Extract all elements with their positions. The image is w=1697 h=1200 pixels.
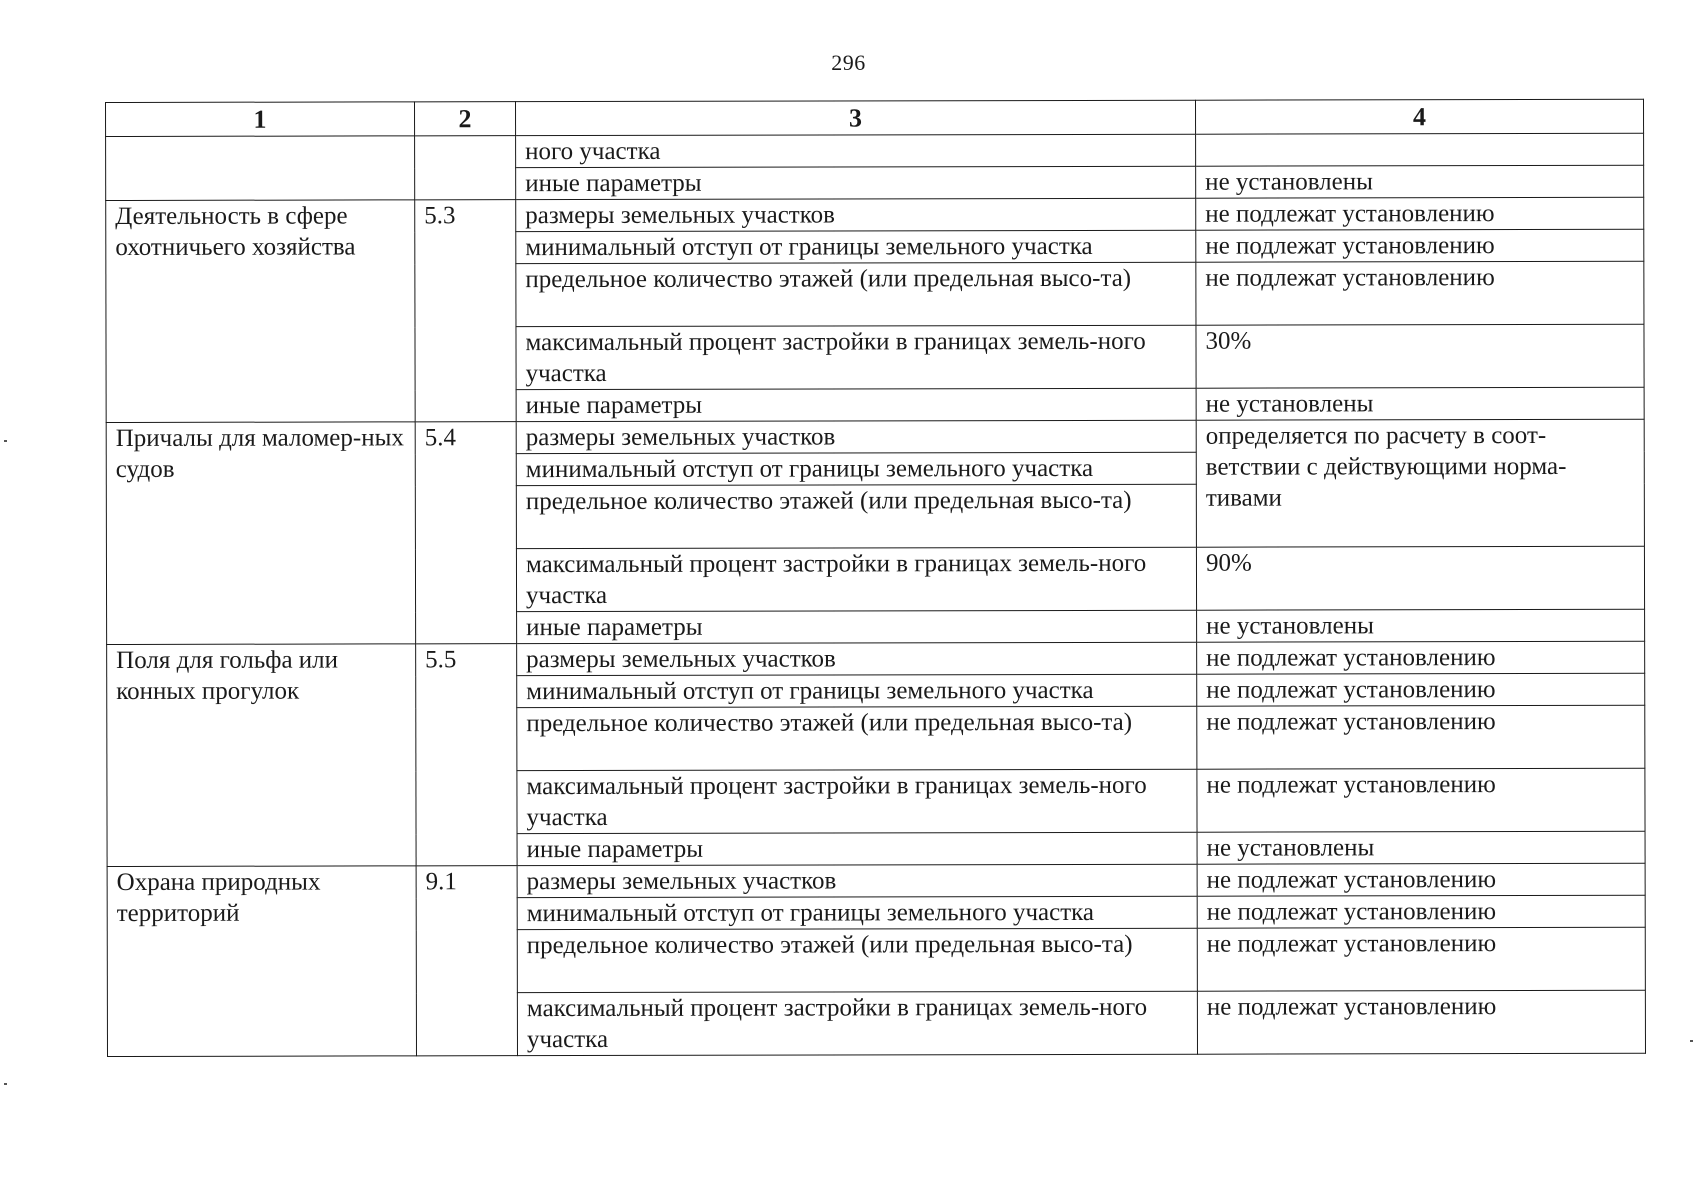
- value-cell: не подлежат установлению: [1197, 705, 1645, 769]
- scan-mark: [4, 1083, 7, 1085]
- value-cell: не подлежат установлению: [1197, 863, 1645, 896]
- use-code-cell: 5.5: [416, 644, 517, 866]
- use-name-cell: Причалы для маломер-ных судов: [106, 422, 415, 645]
- merged-value-cell: определяется по расчету в соот-ветствии с действующими норма-тивами: [1196, 419, 1644, 547]
- use-name-cell: Охрана природных территорий: [107, 866, 416, 1057]
- value-cell: не подлежат установлению: [1197, 927, 1645, 991]
- value-cell: не подлежат установлению: [1197, 641, 1645, 674]
- param-cell: размеры земельных участков: [517, 642, 1197, 675]
- table-row: [107, 641, 1645, 676]
- table-row: [106, 133, 1644, 168]
- value-cell: не установлены: [1196, 387, 1644, 420]
- param-cell: иные параметры: [516, 166, 1196, 199]
- param-cell: иные параметры: [516, 388, 1196, 421]
- document-sheet: [105, 99, 1645, 1057]
- use-code-cell: 9.1: [416, 866, 517, 1056]
- scan-mark: [4, 440, 7, 442]
- regulations-table: [105, 99, 1646, 1057]
- use-name-cell: [106, 136, 415, 201]
- use-name-cell: Поля для гольфа или конных прогулок: [107, 644, 416, 867]
- param-cell: размеры земельных участков: [517, 864, 1197, 897]
- table-row: [107, 863, 1645, 898]
- header-col-1: 1: [106, 102, 415, 137]
- param-cell: максимальный процент застройки в границах земель-ного участка: [517, 991, 1197, 1055]
- param-cell: предельное количество этажей (или предельная высо-та): [516, 262, 1196, 326]
- value-cell: не подлежат установлению: [1196, 229, 1644, 262]
- use-name-cell: Деятельность в сфере охотничьего хозяйства: [106, 200, 415, 423]
- param-cell: максимальный процент застройки в границах земель-ного участка: [516, 325, 1196, 389]
- value-cell: 30%: [1196, 324, 1644, 388]
- header-col-2: 2: [415, 102, 516, 136]
- value-cell: не установлены: [1197, 831, 1645, 864]
- value-cell: не подлежат установлению: [1196, 197, 1644, 230]
- value-cell: не подлежат установлению: [1197, 768, 1645, 832]
- value-cell: [1196, 133, 1644, 166]
- header-col-3: 3: [516, 100, 1196, 135]
- param-cell: размеры земельных участков: [516, 198, 1196, 231]
- table-row: [106, 197, 1644, 232]
- value-cell: не подлежат установлению: [1197, 673, 1645, 706]
- header-col-4: 4: [1195, 99, 1643, 134]
- page-number: 296: [831, 50, 866, 75]
- param-cell: максимальный процент застройки в границах земель-ного участка: [516, 547, 1196, 611]
- param-cell: минимальный отступ от границы земельного участка: [516, 452, 1196, 485]
- use-code-cell: 5.3: [415, 200, 516, 422]
- value-cell: не установлены: [1197, 609, 1645, 642]
- value-cell: 90%: [1196, 546, 1644, 610]
- param-cell: иные параметры: [517, 610, 1197, 643]
- param-cell: минимальный отступ от границы земельного участка: [517, 674, 1197, 707]
- use-code-cell: 5.4: [415, 422, 516, 644]
- value-cell: не подлежат установлению: [1197, 895, 1645, 928]
- header-row: [106, 99, 1644, 136]
- param-cell: предельное количество этажей (или предельная высо-та): [517, 706, 1197, 770]
- param-cell: минимальный отступ от границы земельного участка: [517, 896, 1197, 929]
- param-cell: размеры земельных участков: [516, 420, 1196, 453]
- param-cell: максимальный процент застройки в границах земель-ного участка: [517, 769, 1197, 833]
- param-cell: предельное количество этажей (или предельная высо-та): [516, 484, 1196, 548]
- scan-mark: [1690, 1040, 1693, 1042]
- table-row: [106, 419, 1644, 454]
- param-cell: иные параметры: [517, 832, 1197, 865]
- param-cell: ного участка: [516, 134, 1196, 167]
- param-cell: минимальный отступ от границы земельного участка: [516, 230, 1196, 263]
- value-cell: не подлежат установлению: [1196, 261, 1644, 325]
- value-cell: не установлены: [1196, 165, 1644, 198]
- value-cell: не подлежат установлению: [1197, 990, 1645, 1054]
- use-code-cell: [415, 136, 516, 200]
- param-cell: предельное количество этажей (или предельная высо-та): [517, 928, 1197, 992]
